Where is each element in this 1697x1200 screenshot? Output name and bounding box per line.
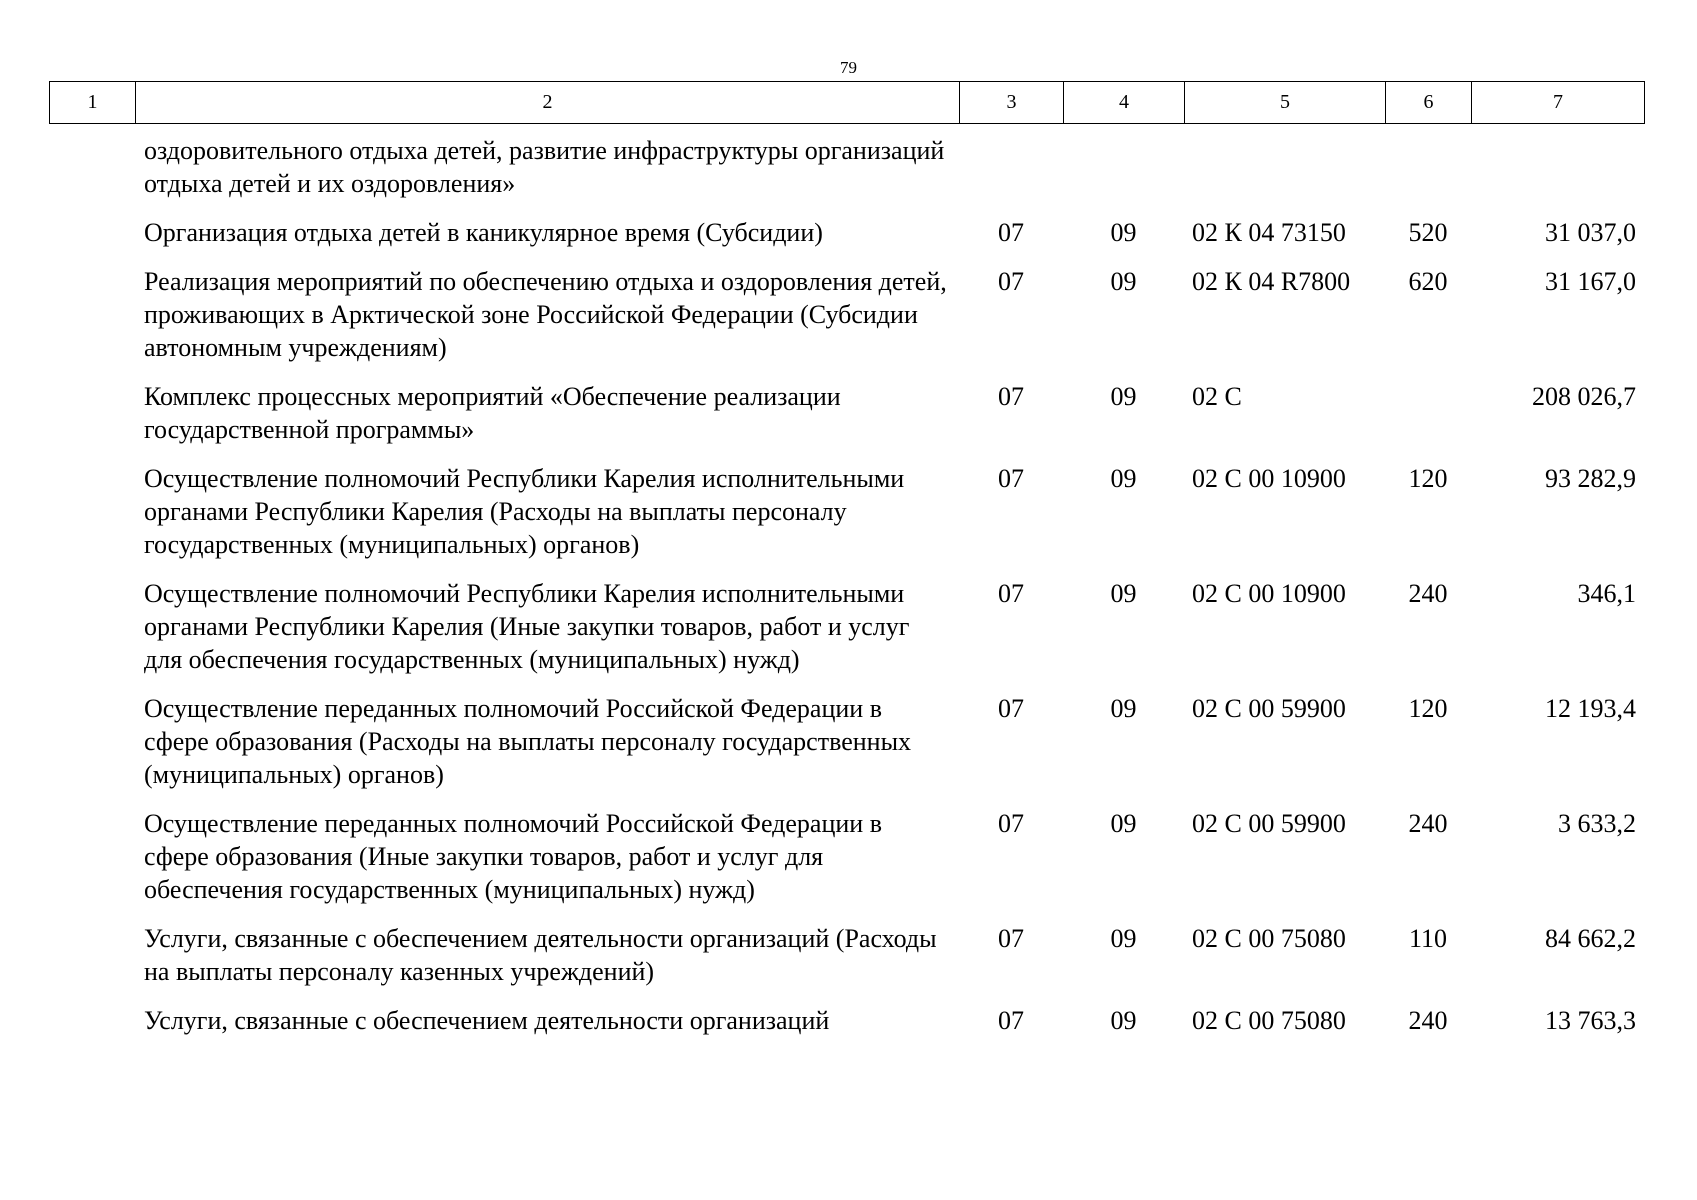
row-expense-type: 240: [1408, 579, 1448, 608]
row-expense-type: 110: [1408, 924, 1448, 953]
row-amount: 84 662,2: [1545, 924, 1636, 953]
row-target-article: 02 К 04 73150: [1192, 218, 1346, 247]
row-section: 07: [998, 579, 1024, 608]
header-row: [50, 82, 1645, 124]
table-row: [49, 692, 1644, 807]
table-row: [49, 577, 1644, 692]
header-col-7: 7: [1472, 82, 1645, 124]
row-amount: 3 633,2: [1558, 809, 1636, 838]
row-amount: 31 037,0: [1545, 218, 1636, 247]
row-target-article: 02 С 00 10900: [1192, 579, 1346, 608]
row-expense-type: 520: [1408, 218, 1448, 247]
row-description: Услуги, связанные с обеспечением деятельности организаций: [144, 1006, 830, 1035]
row-amount: 93 282,9: [1545, 464, 1636, 493]
table-row: [49, 807, 1644, 922]
table-row: [49, 922, 1644, 1004]
row-expense-type: [1385, 134, 1471, 216]
row-amount: 13 763,3: [1545, 1006, 1636, 1035]
table-row: [49, 216, 1644, 265]
table-row: [49, 380, 1644, 462]
row-description: Организация отдыха детей в каникулярное время (Субсидии): [144, 218, 823, 247]
table-row: [49, 1004, 1644, 1053]
table-row: [49, 462, 1644, 577]
row-expense-type: 120: [1408, 694, 1448, 723]
row-target-article: 02 С 00 10900: [1192, 464, 1346, 493]
row-expense-type: 620: [1408, 267, 1448, 296]
header-col-2: 2: [136, 82, 960, 124]
row-target-article: 02 С 00 75080: [1192, 1006, 1346, 1035]
row-amount: 12 193,4: [1545, 694, 1636, 723]
header-col-1: 1: [50, 82, 136, 124]
header-col-3: 3: [960, 82, 1064, 124]
row-target-article: 02 К 04 R7800: [1192, 267, 1351, 296]
row-amount: 208 026,7: [1532, 382, 1636, 411]
row-expense-type: [1385, 380, 1471, 462]
row-target-article: 02 С 00 59900: [1192, 809, 1346, 838]
row-subsection: 09: [1110, 579, 1137, 608]
row-section: 07: [998, 382, 1024, 411]
row-expense-type: 240: [1408, 1006, 1448, 1035]
row-description: Осуществление полномочий Республики Карелия исполнительными органами Республики Карелия (Иные закупки товаров, работ и услуг для обеспечения государственных (муниципальных) нужд): [144, 579, 910, 674]
row-description: Осуществление переданных полномочий Российской Федерации в сфере образования (Иные закупки товаров, работ и услуг для обеспечения государственных (муниципальных) нужд): [144, 809, 882, 904]
row-section: 07: [998, 218, 1024, 247]
row-amount: 346,1: [1577, 579, 1636, 608]
row-subsection: 09: [1110, 694, 1137, 723]
header-col-6: 6: [1386, 82, 1472, 124]
row-section: 07: [998, 267, 1024, 296]
row-expense-type: 120: [1408, 464, 1448, 493]
row-subsection: 09: [1110, 218, 1137, 247]
row-target-article: [1184, 134, 1385, 216]
row-subsection: 09: [1110, 382, 1137, 411]
row-subsection: [1063, 134, 1184, 216]
row-target-article: 02 С 00 75080: [1192, 924, 1346, 953]
row-amount: 31 167,0: [1545, 267, 1636, 296]
row-subsection: 09: [1110, 267, 1137, 296]
table-row: [49, 265, 1644, 380]
row-section: 07: [998, 924, 1024, 953]
header-col-4: 4: [1064, 82, 1185, 124]
table-row: [49, 134, 1644, 216]
row-subsection: 09: [1110, 809, 1137, 838]
row-amount: [1471, 134, 1644, 216]
row-description: Реализация мероприятий по обеспечению отдыха и оздоровления детей, проживающих в Арктической зоне Российской Федерации (Субсидии автономным учреждениям): [144, 267, 947, 362]
row-section: 07: [998, 1006, 1024, 1035]
row-description: Услуги, связанные с обеспечением деятельности организаций (Расходы на выплаты персоналу казенных учреждений): [144, 924, 937, 986]
row-subsection: 09: [1110, 464, 1137, 493]
row-section: 07: [998, 694, 1024, 723]
row-description: Осуществление переданных полномочий Российской Федерации в сфере образования (Расходы на выплаты персоналу государственных (муниципальных) органов): [144, 694, 912, 789]
row-target-article: 02 С: [1192, 382, 1242, 411]
page-number: 79: [840, 58, 857, 77]
row-subsection: 09: [1110, 924, 1137, 953]
row-section: [959, 134, 1063, 216]
row-expense-type: 240: [1408, 809, 1448, 838]
budget-table-body: [49, 134, 1644, 1053]
row-description: оздоровительного отдыха детей, развитие инфраструктуры организаций отдыха детей и их оздоровления»: [144, 136, 945, 198]
header-col-5: 5: [1185, 82, 1386, 124]
budget-table: [49, 134, 1644, 1053]
row-section: 07: [998, 464, 1024, 493]
column-number-header: [49, 81, 1645, 124]
row-section: 07: [998, 809, 1024, 838]
row-description: Осуществление полномочий Республики Карелия исполнительными органами Республики Карелия (Расходы на выплаты персоналу государственных (муниципальных) органов): [144, 464, 905, 559]
row-subsection: 09: [1110, 1006, 1137, 1035]
row-target-article: 02 С 00 59900: [1192, 694, 1346, 723]
row-description: Комплекс процессных мероприятий «Обеспечение реализации государственной программы»: [144, 382, 841, 444]
